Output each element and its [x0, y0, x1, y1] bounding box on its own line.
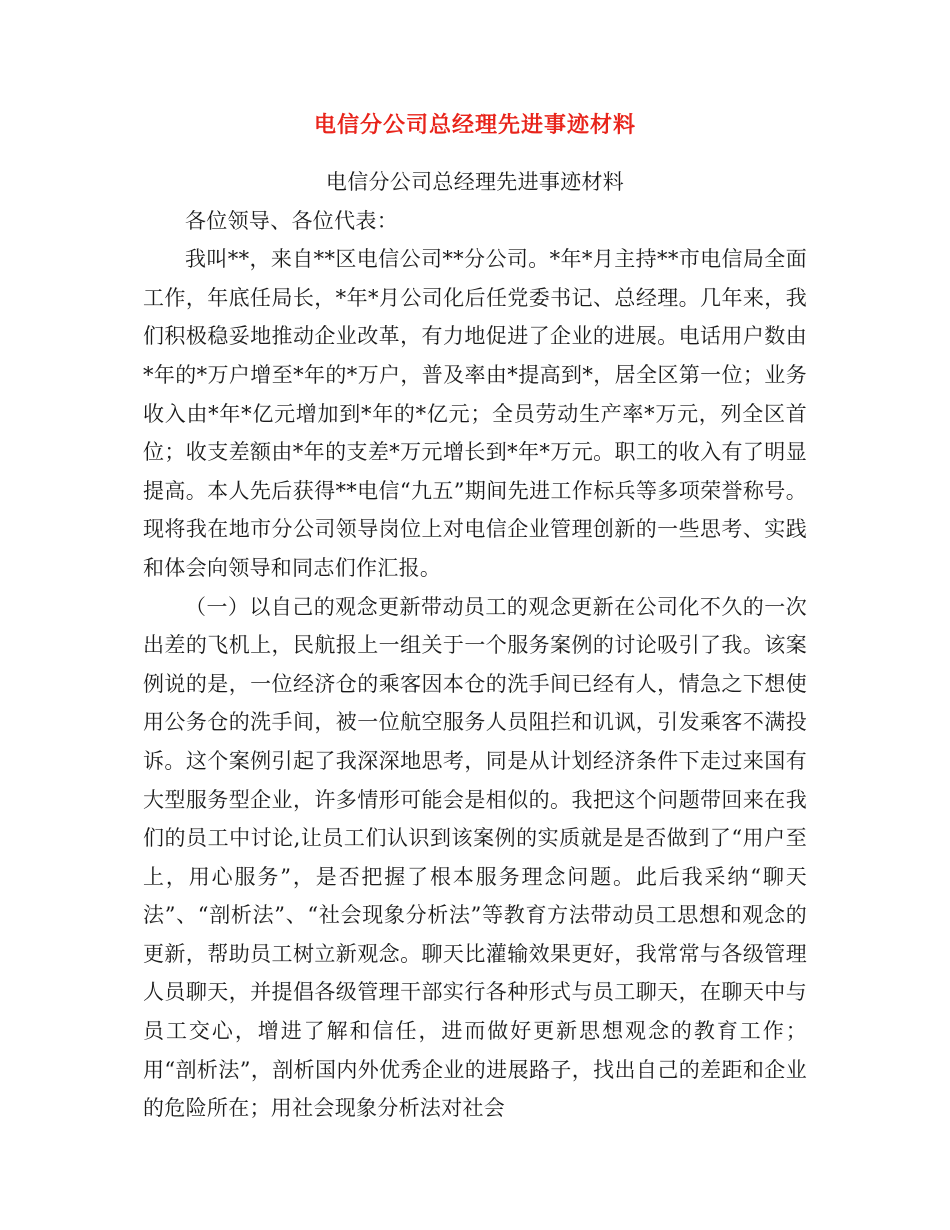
document-subtitle: 电信分公司总经理先进事迹材料	[325, 170, 625, 194]
paragraph-intro: 我叫**，来自**区电信公司**分公司。*年*月主持**市电信局全面工作，年底任局长，*年*月公司化后任党委书记、总经理。几年来，我们积极稳妥地推动企业改革，有力地促进了企业的进展。电话用户数由*年的*万户增至*年的*万户，普及率由*提高到*，居全区第一位；业务收入由*年*亿元增加到*年的*亿元；全员劳动生产率*万元，列全区首位；收支差额由*年的支差*万元增长到*年*万元。职工的收入有了明显提高。本人先后获得**电信“九五”期间先进工作标兵等多项荣誉称号。现将我在地市分公司领导岗位上对电信企业管理创新的一些思考、实践和体会向领导和同志们作汇报。	[143, 247, 807, 580]
salutation: 各位领导、各位代表：	[185, 208, 398, 233]
paragraph-section-1: （一）以自己的观念更新带动员工的观念更新在公司化不久的一次出差的飞机上，民航报上一组关于一个服务案例的讨论吸引了我。该案例说的是，一位经济仓的乘客因本仓的洗手间已经有人，情急之下想使用公务仓的洗手间，被一位航空服务人员阻拦和讥讽，引发乘客不满投诉。这个案例引起了我深深地思考，同是从计划经济条件下走过来国有大型服务型企业，许多情形可能会是相似的。我把这个问题带回来在我们的员工中讨论,让员工们认识到该案例的实质就是是否做到了“用户至上，用心服务”，是否把握了根本服务理念问题。此后我采纳“聊天法”、“剖析法”、“社会现象分析法”等教育方法带动员工思想和观念的更新，帮助员工树立新观念。聊天比灌输效果更好，我常常与各级管理人员聊天，并提倡各级管理干部实行各种形式与员工聊天，在聊天中与员工交心，增进了解和信任，进而做好更新思想观念的教育工作；用“剖析法”，剖析国内外优秀企业的进展路子，找出自己的差距和企业的危险所在；用社会现象分析法对社会	[143, 594, 807, 1121]
document-title: 电信分公司总经理先进事迹材料	[313, 113, 636, 138]
document-body	[143, 163, 807, 1128]
